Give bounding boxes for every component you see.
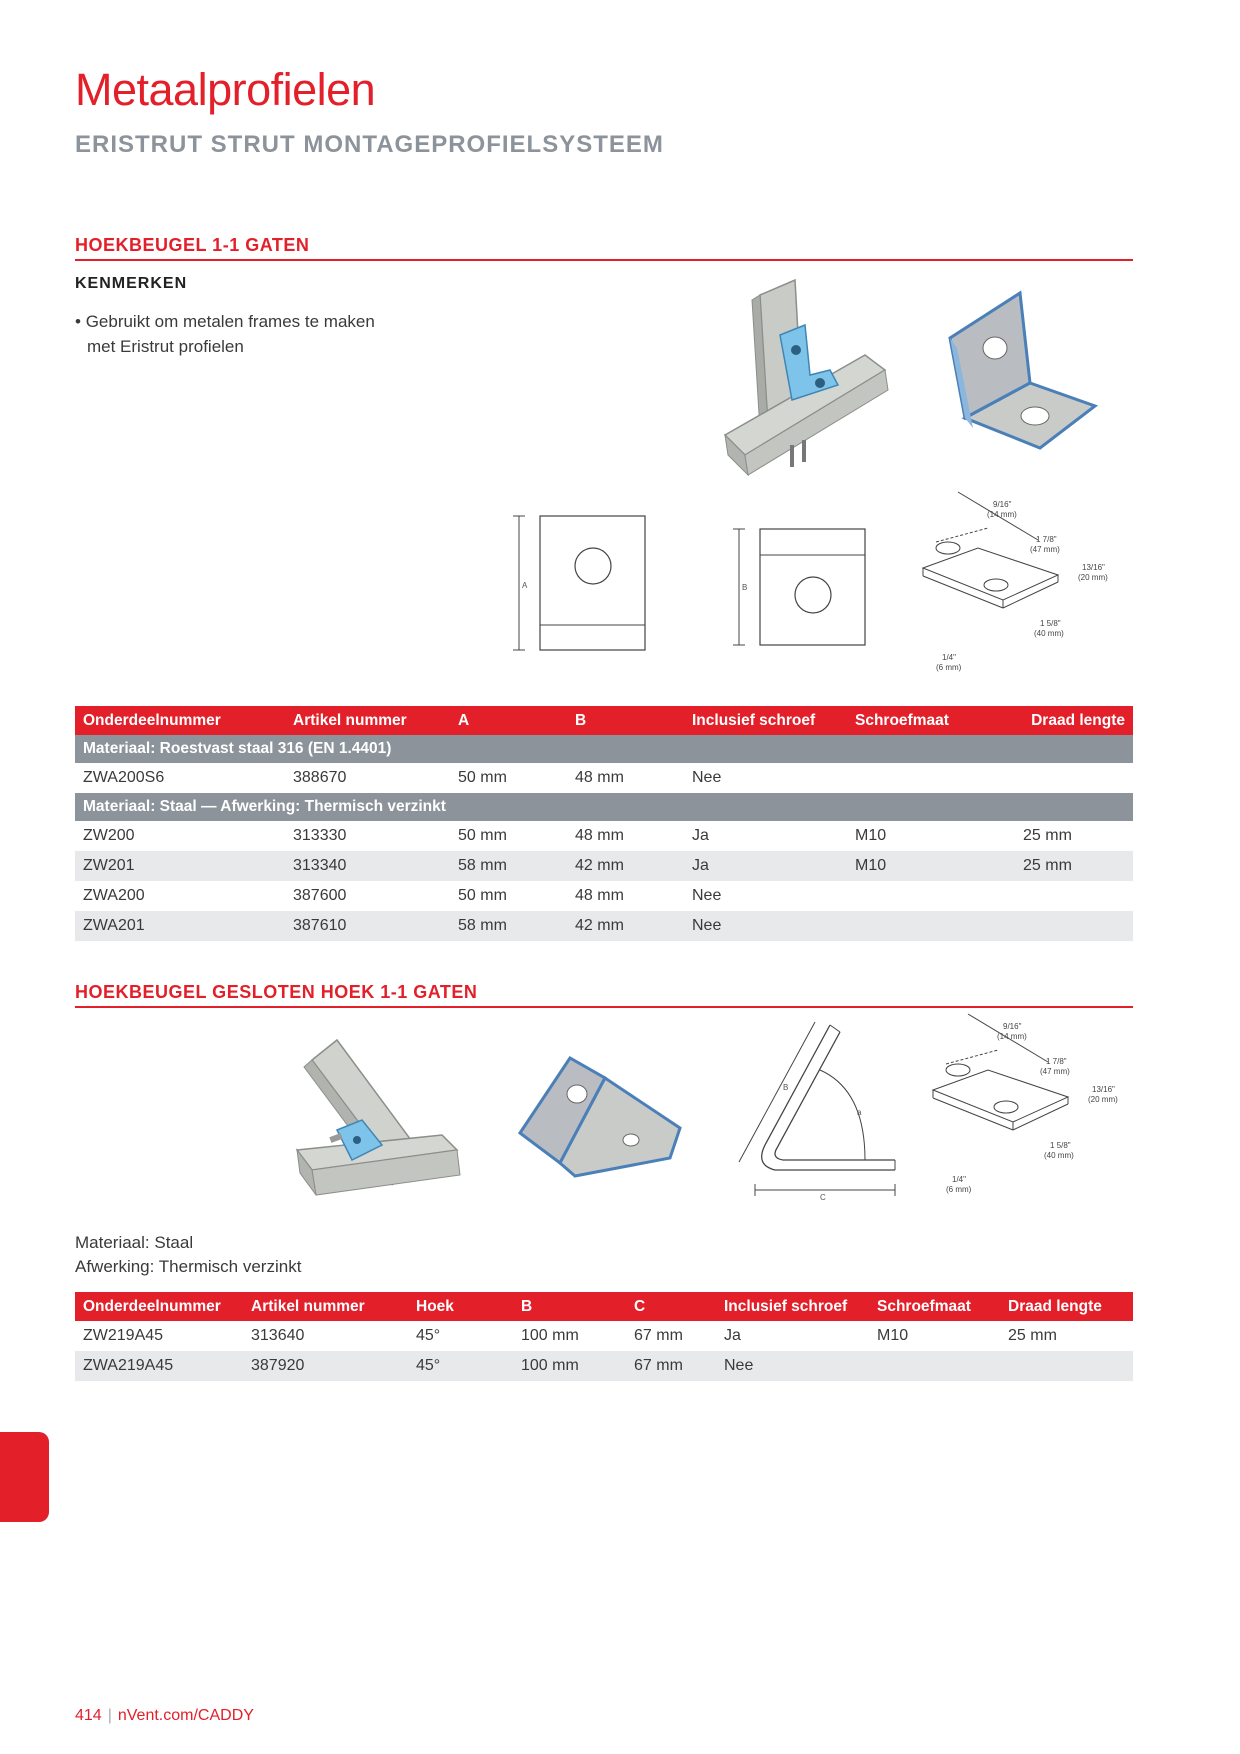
table2-header-row [75,1292,1133,1321]
cell: Ja [684,851,847,881]
table1-header-row [75,706,1133,735]
footer-link[interactable]: nVent.com/CADDY [117,1707,254,1724]
cell: M10 [855,827,887,844]
cell: 25 mm [1008,1327,1057,1344]
cell: 48 mm [575,769,624,786]
cell: Ja [692,827,709,844]
col-b: B [513,1292,626,1321]
drawing-dimension-b [725,525,875,650]
col-draad-lengte: Draad lengte [1015,706,1133,735]
cell: 50 mm [458,827,507,844]
cell [847,763,1015,793]
dim-label-40mm: (40 mm) [1034,629,1064,638]
cell [1000,1351,1133,1381]
cell: 67 mm [634,1327,683,1344]
group-label: Materiaal: Staal — Afwerking: Thermisch verzinkt [75,793,1133,821]
cell: ZWA200 [83,887,145,904]
cell: 313340 [285,851,450,881]
feature-bullet: • Gebruikt om metalen frames te maken [75,312,375,331]
cell: Nee [716,1351,869,1381]
cell: Ja [724,1327,741,1344]
dim-label-9-16: 9/16" [993,500,1012,509]
col-schroefmaat: Schroefmaat [847,706,1015,735]
cell: 42 mm [567,851,684,881]
cell: 313640 [251,1327,305,1344]
cell: 67 mm [626,1351,716,1381]
table-row [75,1351,1133,1381]
cell: Nee [692,887,722,904]
chapter-side-tab [0,1432,49,1522]
product-table-1 [75,706,1133,941]
cell: 387920 [243,1351,408,1381]
cell: 388670 [293,769,347,786]
cell: 313330 [293,827,347,844]
material-line: Materiaal: Staal [75,1233,194,1252]
cell: 387600 [293,887,347,904]
table-row [75,881,1133,911]
cell [1015,763,1133,793]
col-c: C [626,1292,716,1321]
page-title: Metaalprofielen [75,64,376,115]
angle-dim-a: a [857,1108,862,1117]
cell [1015,911,1133,941]
table-row [75,821,1133,851]
cell: 25 mm [1015,851,1133,881]
finish-line: Afwerking: Thermisch verzinkt [75,1257,302,1276]
col-hoek: Hoek [408,1292,513,1321]
section2-title: HOEKBEUGEL GESLOTEN HOEK 1-1 GATEN [75,982,478,1002]
col-b: B [567,706,684,735]
angle-bracket-image [935,288,1100,463]
footer-separator: | [107,1707,112,1724]
col-artikel-nummer: Artikel nummer [285,706,450,735]
cell [847,881,1015,911]
dim-label-47mm: (47 mm) [1040,1067,1070,1076]
drawing-hole-spacing [918,490,1123,678]
section1-title: HOEKBEUGEL 1-1 GATEN [75,235,310,255]
cell: 42 mm [567,911,684,941]
col-schroefmaat: Schroefmaat [869,1292,1000,1321]
cell: ZW201 [75,851,285,881]
col-draad-lengte: Draad lengte [1000,1292,1133,1321]
dim-label-1-5-8: 1 5/8" [1050,1141,1071,1150]
drawing-dimension-a [505,510,650,660]
closed-angle-strut-image [292,1035,477,1210]
table-group-row [75,735,1133,763]
section2-rule [75,1006,1133,1008]
cell [1015,881,1133,911]
dim-label-1-7-8: 1 7/8" [1036,535,1057,544]
col-onderdeelnummer: Onderdeelnummer [75,1292,243,1321]
dim-label-20mm: (20 mm) [1088,1095,1118,1104]
dim-label-13-16: 13/16" [1082,563,1105,572]
cell [869,1351,1000,1381]
dim-label-47mm: (47 mm) [1030,545,1060,554]
cell: 100 mm [521,1327,579,1344]
cell: 58 mm [450,851,567,881]
dim-label-1-4: 1/4" [952,1175,966,1184]
cell: 100 mm [513,1351,626,1381]
cell: Nee [684,911,847,941]
dim-label-1-5-8: 1 5/8" [1040,619,1061,628]
angle-dim-b: B [783,1083,789,1092]
col-a: A [450,706,567,735]
cell: ZW200 [83,827,135,844]
angle-dim-c: C [820,1193,826,1202]
cell [847,911,1015,941]
page-number: 414 [75,1707,102,1724]
cell: ZWA201 [75,911,285,941]
cell: 387610 [285,911,450,941]
features-heading: KENMERKEN [75,275,188,292]
section1-rule [75,259,1133,261]
page-subtitle: ERISTRUT STRUT MONTAGEPROFIELSYSTEEM [75,131,664,158]
dim-label-20mm: (20 mm) [1078,573,1108,582]
dim-a-label: A [522,581,528,590]
dim-label-1-4: 1/4" [942,653,956,662]
dim-label-6mm: (6 mm) [946,1185,972,1194]
cell: M10 [877,1327,909,1344]
dim-label-13-16: 13/16" [1092,1085,1115,1094]
table-group-row [75,793,1133,821]
cell: 25 mm [1023,827,1072,844]
dim-label-14mm: (14 mm) [987,510,1017,519]
col-inclusief-schroef: Inclusief schroef [684,706,847,735]
cell: 45° [416,1327,441,1344]
dim-label-9-16: 9/16" [1003,1022,1022,1031]
closed-angle-bracket-image [515,1048,685,1183]
table-row [75,911,1133,941]
col-inclusief-schroef: Inclusief schroef [716,1292,869,1321]
table-row [75,763,1133,793]
table-row [75,1321,1133,1351]
bracket-on-strut-image [720,275,890,485]
drawing-angle [725,1020,910,1220]
cell: ZWA219A45 [75,1351,243,1381]
dim-label-40mm: (40 mm) [1044,1151,1074,1160]
drawing-hole-spacing-2 [928,1012,1133,1200]
cell: 50 mm [458,769,507,786]
dim-label-6mm: (6 mm) [936,663,962,672]
table-row [75,851,1133,881]
page-footer [75,1707,254,1725]
cell: 45° [408,1351,513,1381]
cell: 50 mm [458,887,507,904]
product-table-2 [75,1292,1133,1381]
feature-text-1: Gebruikt om metalen frames te maken [85,312,375,331]
cell: M10 [847,851,1015,881]
col-artikel-nummer: Artikel nummer [243,1292,408,1321]
dim-label-1-7-8: 1 7/8" [1046,1057,1067,1066]
cell: Nee [692,769,722,786]
dim-b-label: B [742,583,748,592]
cell: ZW219A45 [83,1327,164,1344]
group-label: Materiaal: Roestvast staal 316 (EN 1.4401) [75,735,1133,763]
dim-label-14mm: (14 mm) [997,1032,1027,1041]
cell: 48 mm [575,887,624,904]
cell: 58 mm [450,911,567,941]
feature-bullet-cont: met Eristrut profielen [87,337,244,356]
cell: 48 mm [575,827,624,844]
col-onderdeelnummer: Onderdeelnummer [75,706,285,735]
cell: ZWA200S6 [83,769,165,786]
